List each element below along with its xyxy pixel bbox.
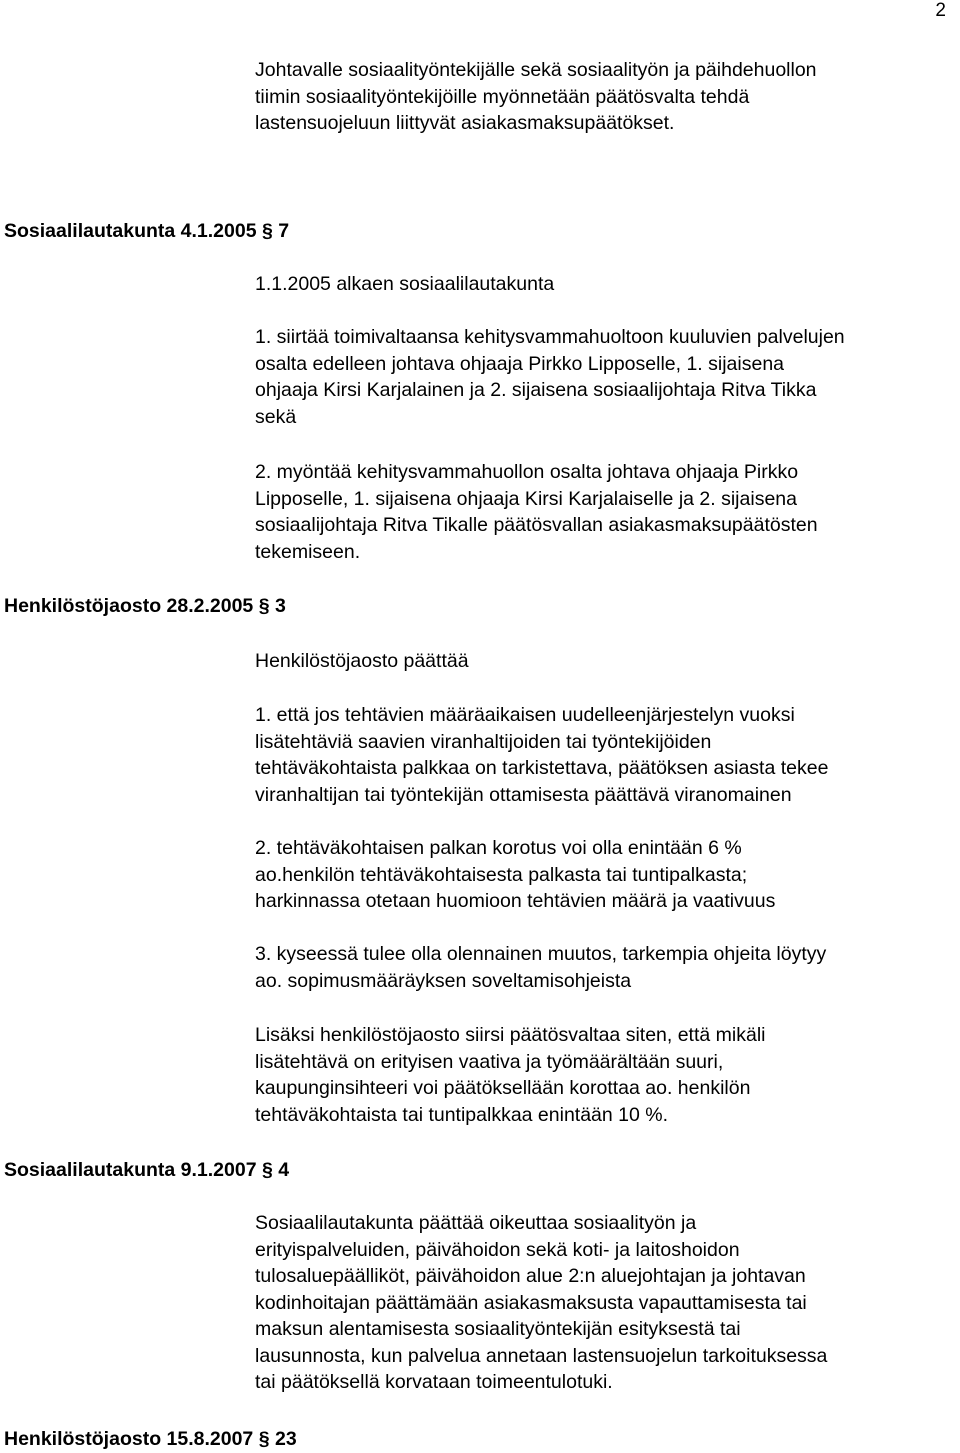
paragraph-decision-2: 2. tehtäväkohtaisen palkan korotus voi olla enintään 6 % ao.henkilön tehtäväkohtaisesta palkasta tai tuntipalkasta; harkinnassa otetaan huomioon tehtävien määrä ja vaativuus xyxy=(255,837,776,912)
heading-body: Henkilöstöjaosto 15.8.2007 xyxy=(4,1428,254,1450)
paragraph-jaosto-decides: Henkilöstöjaosto päättää xyxy=(255,650,469,672)
section-sign: § xyxy=(258,595,270,617)
paragraph-decision-1: 1. että jos tehtävien määräaikaisen uudelleenjärjestelyn vuoksi lisätehtäviä saavien viranhaltijoiden tai työntekijöiden tehtäväkohtaista palkkaa on tarkistettava, päätöksen asiasta tekee viranhaltijan tai työntekijän ottamisesta päättävä viranomainen xyxy=(255,704,829,806)
heading-henkilostojaosto-2005 xyxy=(4,594,286,618)
heading-body: Henkilöstöjaosto 28.2.2005 xyxy=(4,595,254,617)
heading-body: Sosiaalilautakunta 4.1.2005 xyxy=(4,220,257,242)
section-number: 7 xyxy=(278,220,290,242)
paragraph-decision-authority: Johtavalle sosiaalityöntekijälle sekä sosiaalityön ja päihdehuollon tiimin sosiaalityöntekijöille myönnetään päätösvalta tehdä lastensuojeluun liittyvät asiakasmaksupäätökset. xyxy=(255,59,817,134)
paragraph-start-date: 1.1.2005 alkaen sosiaalilautakunta xyxy=(255,273,555,295)
section-sign: § xyxy=(261,1159,273,1181)
paragraph-fee-exemption: Sosiaalilautakunta päättää oikeuttaa sosiaalityön ja erityispalveluiden, päivähoidon sekä koti- ja laitoshoidon tulosaluepäälliköt, päivähoidon alue 2:n aluejohtajan ja johtavan kodinhoitajan päättämään asiakasmaksusta vapauttamisesta tai maksun alentamisesta sosiaalityöntekijän esityksestä tai lausunnosta, kun palvelua annetaan lastensuojelun tarkoituksessa tai päätöksellä korvataan toimeentulotuki. xyxy=(255,1212,828,1393)
section-number: 3 xyxy=(274,595,286,617)
paragraph-item-2-grant: 2. myöntää kehitysvammahuollon osalta johtava ohjaaja Pirkko Lipposelle, 1. sijaisena ohjaaja Kirsi Karjalaiselle ja 2. sijaisena sosiaalijohtaja Ritva Tikalle päätösvallan asiakasmaksupäätösten tekemiseen. xyxy=(255,461,818,563)
heading-sosiaalilautakunta-2007 xyxy=(4,1158,289,1182)
heading-sosiaalilautakunta-2005 xyxy=(4,219,289,243)
paragraph-decision-3: 3. kyseessä tulee olla olennainen muutos, tarkempia ohjeita löytyy ao. sopimusmääräyksen soveltamisohjeista xyxy=(255,943,827,992)
section-sign: § xyxy=(258,1428,270,1450)
paragraph-additional-transfer: Lisäksi henkilöstöjaosto siirsi päätösvaltaa siten, että mikäli lisätehtävä on erityisen vaativa ja työmäärältään suuri, kaupunginsihteeri voi päätöksellään korottaa ao. henkilön tehtäväkohtaista tai tuntipalkkaa enintään 10 %. xyxy=(255,1024,766,1126)
page-number: 2 xyxy=(935,0,946,21)
section-number: 4 xyxy=(278,1159,290,1181)
heading-henkilostojaosto-2007 xyxy=(4,1427,297,1451)
section-number: 23 xyxy=(274,1428,297,1450)
heading-body: Sosiaalilautakunta 9.1.2007 xyxy=(4,1159,257,1181)
paragraph-item-1-transfer: 1. siirtää toimivaltaansa kehitysvammahuoltoon kuuluvien palvelujen osalta edelleen johtava ohjaaja Pirkko Lipposelle, 1. sijaisena ohjaaja Kirsi Karjalainen ja 2. sijaisena sosiaalijohtaja Ritva Tikka sekä xyxy=(255,326,845,428)
section-sign: § xyxy=(261,220,273,242)
